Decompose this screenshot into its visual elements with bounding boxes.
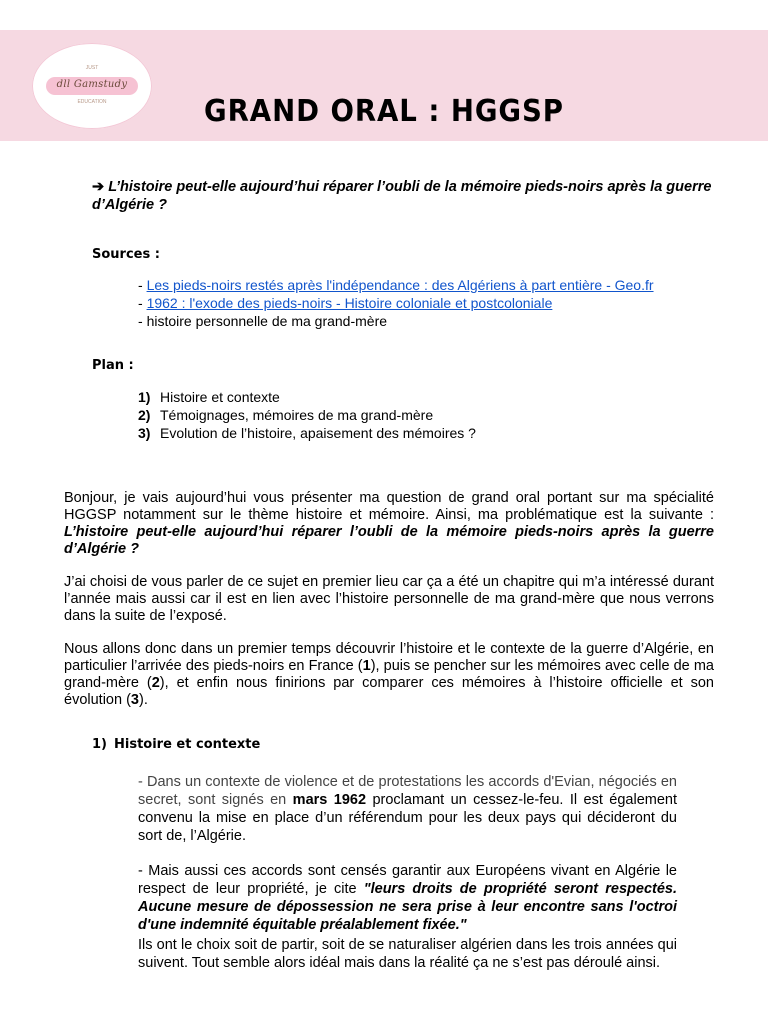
source-prefix: - — [138, 295, 147, 311]
main-question — [92, 178, 712, 214]
plan-item — [138, 406, 476, 424]
section-title: Histoire et contexte — [114, 737, 261, 752]
intro-text: ). — [138, 692, 148, 708]
quote-text: "leurs droits de propriété seront respectés. Aucune mesure de dépossession ne sera prise à leur encontre sans l'octroi d'une indemnité équitable préalablement fixée." — [138, 881, 677, 933]
part-number: 3 — [130, 692, 139, 708]
intro-text: ), puis se pencher sur les mémoires avec celle de ma grand-mère ( — [64, 658, 714, 691]
plan-text: Evolution de l’histoire, apaisement des mémoires ? — [160, 425, 476, 441]
source-item — [138, 276, 698, 294]
sources-list — [138, 276, 698, 330]
section-1-paragraph-2 — [138, 862, 677, 934]
section-text: proclamant un cessez-le-feu. Il est également convenu la mise en place d’un référendum pour les deux pays qui décideront du sort de, l’Algérie. — [138, 792, 678, 844]
source-item — [138, 312, 698, 330]
intro-problem: L’histoire peut-elle aujourd’hui réparer l’oubli de la mémoire pieds-noirs après la guerre d’Algérie ? — [64, 524, 714, 557]
source-link-exode[interactable]: 1962 : l'exode des pieds-noirs - Histoire coloniale et postcoloniale — [146, 295, 553, 311]
logo-top-text: JUST — [85, 65, 99, 71]
plan-num: 1) — [138, 389, 151, 405]
logo-main-text: dll Gamstudy — [56, 79, 128, 90]
intro-text: ), et enfin nous finirions par comparer ces mémoires à l’histoire officielle et son évolution ( — [64, 675, 714, 708]
plan-label: Plan : — [92, 358, 134, 373]
source-prefix: - — [138, 313, 147, 329]
logo-bottom-text: EDUCATION — [77, 99, 107, 105]
page-title: GRAND ORAL : HGGSP — [204, 94, 564, 129]
plan-text: Histoire et contexte — [160, 389, 280, 405]
arrow-right-icon: ➔ — [92, 179, 105, 195]
source-link-geo[interactable]: Les pieds-noirs restés après l'indépendance : des Algériens à part entière - Geo.fr — [146, 277, 654, 293]
part-number: 2 — [151, 675, 160, 691]
date-highlight: mars 1962 — [292, 792, 367, 808]
plan-list — [138, 388, 476, 442]
plan-item — [138, 388, 476, 406]
part-number: 1 — [362, 658, 371, 674]
sources-label: Sources : — [92, 247, 160, 262]
section-text: - Dans un contexte de violence et de protestations les accords d'Evian, négociés en secret, sont signés en — [138, 774, 677, 808]
source-item — [138, 294, 698, 312]
intro-text: Bonjour, je vais aujourd’hui vous présenter ma question de grand oral portant sur ma spécialité HGGSP notamment sur le thème histoire et mémoire. Ainsi, ma problématique est la suivante : — [64, 490, 714, 523]
plan-text: Témoignages, mémoires de ma grand-mère — [160, 407, 434, 423]
intro-paragraph-2: J’ai choisi de vous parler de ce sujet en premier lieu car ça a été un chapitre qui m’a intéressé durant l’année mais aussi car il est en lien avec l’histoire personnelle de ma grand-mère que nous verrons dans la suite de l’exposé. — [64, 574, 714, 624]
section-text: - Mais aussi ces accords sont censés garantir aux Européens vivant en Algérie le respect de leur propriété, je cite — [138, 863, 677, 897]
source-text: histoire personnelle de ma grand-mère — [146, 313, 388, 329]
plan-num: 2) — [138, 407, 151, 423]
intro-paragraph-1 — [64, 490, 714, 558]
plan-item — [138, 424, 476, 442]
plan-num: 3) — [138, 425, 151, 441]
source-prefix: - — [138, 277, 147, 293]
section-number: 1) — [92, 737, 107, 752]
section-1-paragraph-1 — [138, 773, 677, 845]
intro-paragraph-3 — [64, 641, 714, 709]
section-1-paragraph-3: Ils ont le choix soit de partir, soit de se naturaliser algérien dans les trois années qui suivent. Tout semble alors idéal mais dans la réalité ça ne s’est pas déroulé ainsi. — [138, 937, 677, 971]
section-1-heading — [92, 737, 260, 752]
question-text: L’histoire peut-elle aujourd’hui réparer l’oubli de la mémoire pieds-noirs après la guerre d’Algérie ? — [92, 179, 712, 213]
intro-text: Nous allons donc dans un premier temps découvrir l’histoire et le contexte de la guerre d’Algérie, en particulier l’arrivée des pieds-noirs en France ( — [64, 641, 714, 674]
